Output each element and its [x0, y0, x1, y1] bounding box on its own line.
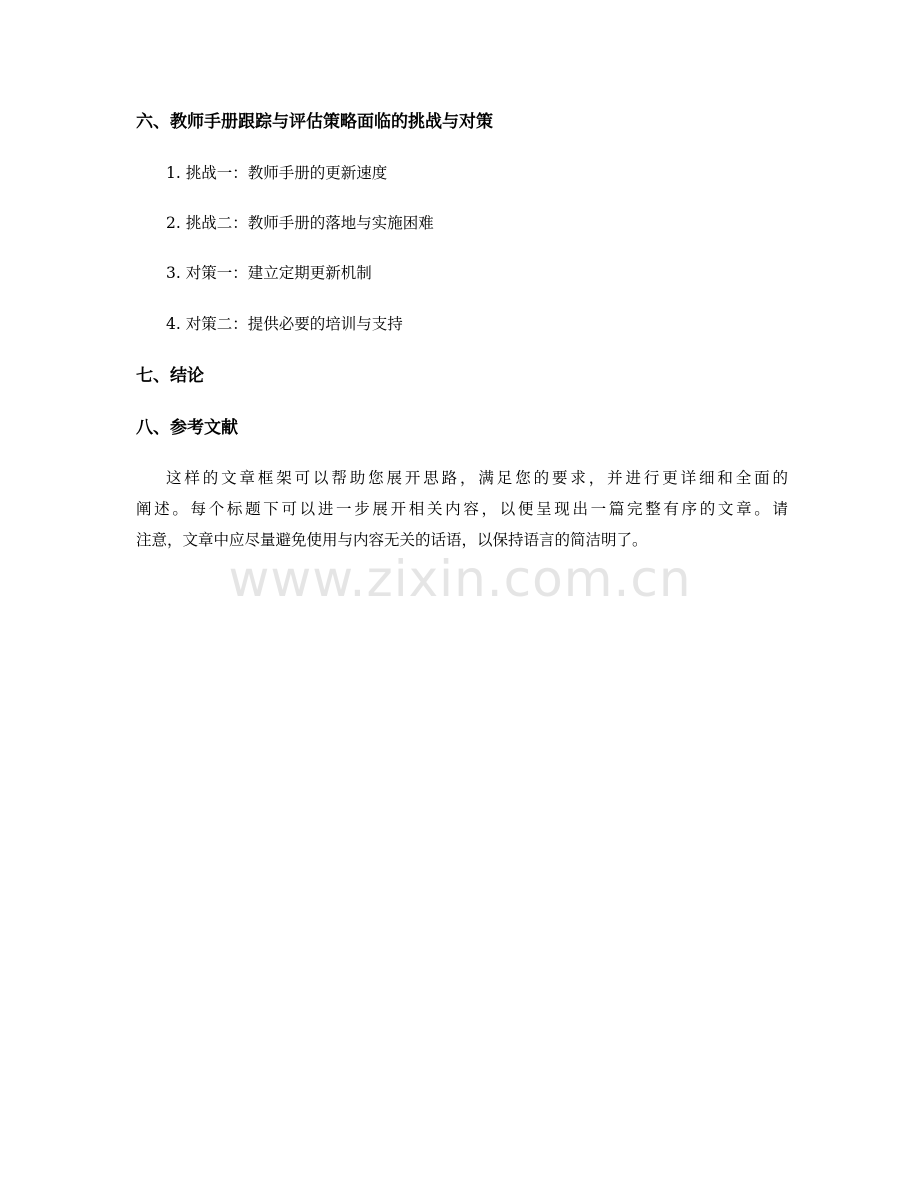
- list-item: 2. 挑战二：教师手册的落地与实施困难: [166, 214, 434, 232]
- closing-paragraph: [136, 463, 788, 556]
- list-item: 1. 挑战一：教师手册的更新速度: [166, 164, 388, 182]
- paragraph-line: 阐述。每个标题下可以进一步展开相关内容，以便呈现出一篇完整有序的文章。请: [136, 500, 788, 518]
- section-seven-heading: 七、结论: [136, 366, 204, 386]
- paragraph-line: 注意，文章中应尽量避免使用与内容无关的话语，以保持语言的简洁明了。: [136, 531, 648, 549]
- section-six-heading: 六、教师手册跟踪与评估策略面临的挑战与对策: [136, 112, 493, 132]
- paragraph-line: 这样的文章框架可以帮助您展开思路，满足您的要求，并进行更详细和全面的: [166, 469, 788, 487]
- section-eight-heading: 八、参考文献: [136, 418, 238, 438]
- list-item: 3. 对策一：建立定期更新机制: [166, 264, 372, 282]
- watermark-text: www.zixin.com.cn: [228, 550, 692, 608]
- list-item: 4. 对策二：提供必要的培训与支持: [166, 315, 403, 333]
